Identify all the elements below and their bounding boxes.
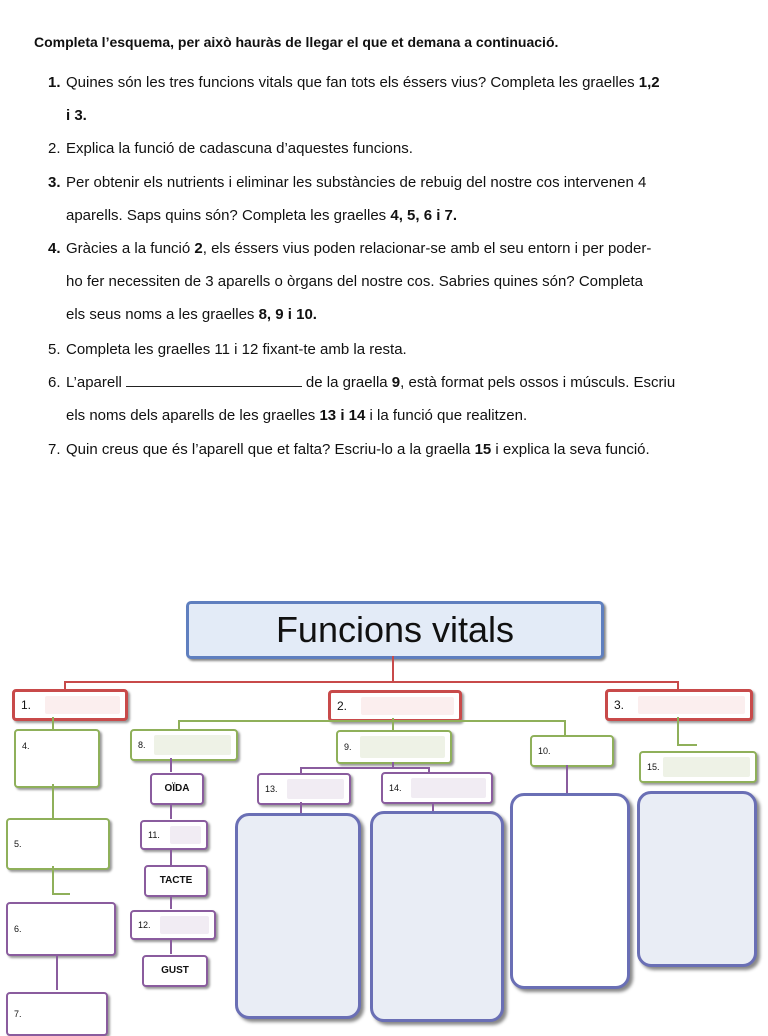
connector <box>392 720 394 730</box>
question-bold: 15 <box>474 441 492 458</box>
connector <box>64 681 66 689</box>
box-6[interactable] <box>6 902 116 956</box>
diagram-title: Funcions vitals <box>275 609 515 650</box>
box-label: 7. <box>14 1009 22 1019</box>
box-2[interactable] <box>328 690 462 722</box>
answer-field[interactable] <box>360 736 445 758</box>
sense-tacte <box>144 865 208 897</box>
connector <box>677 717 679 745</box>
answer-field[interactable] <box>663 757 750 777</box>
question-text: Completa les graelles 11 i 12 fixant-te amb la resta. <box>66 341 407 358</box>
connector <box>392 656 394 682</box>
connector <box>64 681 679 683</box>
connector <box>677 681 679 689</box>
question-cont: i la funció que realitzen. <box>365 407 528 424</box>
question-text: de la graella <box>305 374 392 391</box>
question-text: , està format pels ossos i músculs. Escriu <box>400 374 676 391</box>
question-5 <box>48 333 748 366</box>
question-cont: aparells. Saps quins són? Completa les graelles <box>66 207 391 224</box>
question-4 <box>48 232 748 331</box>
box-label: 13. <box>265 784 278 794</box>
question-cont: ho fer necessiten de 3 aparells o òrgans del nostre cos. Sabries quines són? Completa <box>66 273 644 290</box>
connector <box>170 938 172 954</box>
answer-area-14[interactable] <box>370 811 504 1022</box>
connector <box>564 720 566 735</box>
box-7[interactable] <box>6 992 108 1036</box>
box-label: 14. <box>389 783 402 793</box>
question-text: Explica la funció de cadascuna d’aquestes funcions. <box>66 140 413 157</box>
box-label: 2. <box>337 699 348 713</box>
sense-label: TACTE <box>159 875 193 886</box>
question-cont: i 3. <box>66 107 87 124</box>
question-cont: els noms dels aparells de les graelles <box>66 407 320 424</box>
box-label: 12. <box>138 920 151 930</box>
box-label: 8. <box>138 740 146 750</box>
answer-field[interactable] <box>45 696 120 714</box>
question-bold: 9 <box>391 374 401 391</box>
box-label: 10. <box>538 746 551 756</box>
answer-field[interactable] <box>361 697 454 715</box>
question-1 <box>48 66 748 132</box>
question-number: 2. <box>48 140 61 157</box>
sense-gust <box>142 955 208 987</box>
question-text: Per obtenir els nutrients i eliminar les substàncies de rebuig del nostre cos intervenen 4 <box>66 174 647 191</box>
question-6 <box>48 366 748 432</box>
box-label: 6. <box>14 924 22 934</box>
box-13[interactable] <box>257 773 351 805</box>
box-11[interactable] <box>140 820 208 850</box>
box-12[interactable] <box>130 910 216 940</box>
box-label: 11. <box>148 830 160 840</box>
box-10[interactable] <box>530 735 614 767</box>
question-7 <box>48 433 748 466</box>
box-3[interactable] <box>605 689 753 721</box>
question-bold: 13 i 14 <box>319 407 366 424</box>
box-4[interactable] <box>14 729 100 788</box>
question-bold: 2 <box>194 240 203 257</box>
box-8[interactable] <box>130 729 238 761</box>
connector <box>56 954 58 990</box>
box-14[interactable] <box>381 772 493 804</box>
question-number: 3. <box>48 174 61 191</box>
connector <box>170 758 172 772</box>
answer-field[interactable] <box>170 826 201 844</box>
box-label: 15. <box>647 762 660 772</box>
connector <box>52 717 54 729</box>
box-label: 5. <box>14 839 22 849</box>
question-number: 1. <box>48 74 61 91</box>
box-9[interactable] <box>336 730 452 764</box>
question-bold: 8, 9 i 10. <box>258 306 317 323</box>
answer-area-13[interactable] <box>235 813 361 1019</box>
question-cont: els seus noms a les graelles <box>66 306 259 323</box>
answer-field[interactable] <box>411 778 486 798</box>
answer-blank[interactable] <box>126 372 302 387</box>
box-label: 3. <box>614 698 625 712</box>
box-5[interactable] <box>6 818 110 870</box>
sense-label: GUST <box>161 965 189 976</box>
question-text: L’aparell <box>66 374 122 391</box>
connector <box>52 784 54 818</box>
connector <box>52 893 70 895</box>
connector <box>52 866 54 894</box>
sense-label: OÏDA <box>164 783 190 794</box>
question-number: 7. <box>48 441 61 458</box>
answer-field[interactable] <box>287 779 344 799</box>
connector <box>170 803 172 819</box>
question-text: Gràcies a la funció <box>66 240 195 257</box>
box-15[interactable] <box>639 751 757 783</box>
question-text: i explica la seva funció. <box>491 441 650 458</box>
question-number: 4. <box>48 240 61 257</box>
connector <box>178 720 566 722</box>
connector <box>170 848 172 865</box>
question-text: Quines són les tres funcions vitals que fan tots els éssers vius? Completa les graelles <box>66 74 639 91</box>
answer-area-10[interactable] <box>510 793 630 989</box>
answer-area-15[interactable] <box>637 791 757 967</box>
sense-oida <box>150 773 204 805</box>
connector <box>170 895 172 909</box>
connector <box>677 744 697 746</box>
question-bold: 1,2 <box>638 74 660 91</box>
question-number: 5. <box>48 341 61 358</box>
question-3 <box>48 166 748 232</box>
box-1[interactable] <box>12 689 128 721</box>
box-label: 4. <box>22 741 30 752</box>
diagram-title-box <box>186 601 604 659</box>
connector <box>566 765 568 793</box>
answer-field[interactable] <box>154 735 231 755</box>
box-label: 1. <box>21 698 32 712</box>
question-text: Quin creus que és l’aparell que et falta? Escriu-lo a la graella <box>66 441 475 458</box>
box-label: 9. <box>344 742 352 752</box>
question-text: , els éssers vius poden relacionar-se amb el seu entorn i per poder- <box>202 240 652 257</box>
question-2 <box>48 132 748 165</box>
answer-field[interactable] <box>638 696 745 714</box>
instructions-heading: Completa l’esquema, per això hauràs de llegar el que et demana a continuació. <box>34 34 559 50</box>
question-number: 6. <box>48 374 61 391</box>
answer-field[interactable] <box>160 916 209 934</box>
question-bold: 4, 5, 6 i 7. <box>390 207 458 224</box>
connector <box>300 767 430 769</box>
